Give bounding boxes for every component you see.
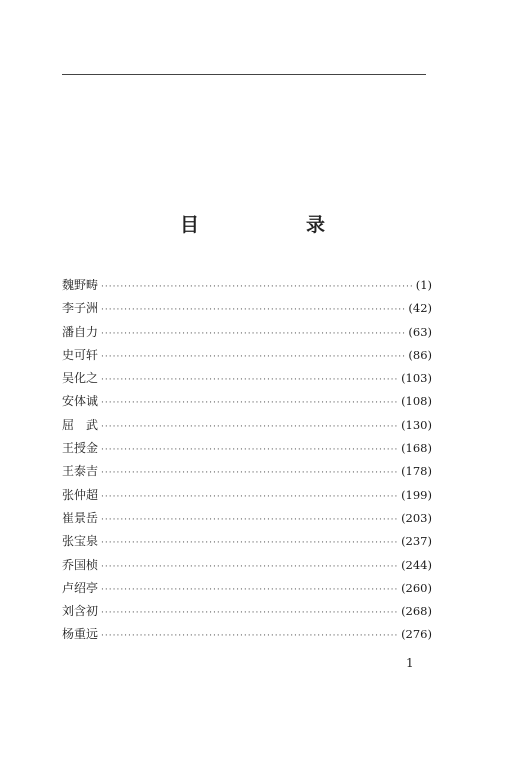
dot-leader: [101, 439, 398, 462]
toc-entry-page: (276): [401, 627, 432, 642]
toc-entry-name: 潘自力: [62, 324, 99, 339]
toc-entry: [62, 530, 432, 553]
toc-entry: [62, 437, 432, 460]
toc-entry-name: 乔国桢: [62, 557, 99, 572]
toc-entry-name: 史可轩: [62, 347, 99, 362]
toc-entry-name: 吴化之: [62, 371, 99, 386]
toc-entry-name: 张仲超: [62, 487, 99, 502]
toc-entry-name: 王授金: [62, 441, 99, 456]
toc-entry: [62, 484, 432, 507]
toc-entry-page: (63): [408, 324, 432, 339]
toc-entry: [62, 554, 432, 577]
toc-entry-name: 张宝泉: [62, 534, 99, 549]
toc-entry-name: 杨重远: [62, 627, 99, 642]
toc-entry-name: 卢绍亭: [62, 580, 99, 595]
toc-entry-page: (42): [408, 301, 432, 316]
toc-entry-page: (178): [401, 464, 432, 479]
toc-entry: [62, 297, 432, 320]
toc-entry: [62, 344, 432, 367]
toc-entry-page: (1): [415, 278, 432, 292]
toc-entry-name: 屈 武: [62, 417, 99, 432]
toc-entry: [62, 623, 432, 646]
page-title: 目 录: [179, 214, 369, 236]
toc-entry-name: 安体诚: [62, 394, 99, 409]
toc-entry-name: 魏野畴: [62, 278, 99, 292]
toc-entry-page: (260): [401, 580, 432, 595]
dot-leader: [101, 392, 398, 415]
toc-entry-page: (130): [401, 417, 432, 432]
dot-leader: [101, 509, 398, 532]
toc-entry: [62, 274, 432, 297]
toc-entry: [62, 414, 432, 437]
dot-leader: [101, 346, 405, 369]
toc-entry: [62, 460, 432, 483]
dot-leader: [101, 579, 398, 602]
dot-leader: [101, 416, 398, 439]
dot-leader: [101, 532, 398, 555]
toc-entry-page: (199): [401, 487, 432, 502]
toc-entry-page: (168): [401, 441, 432, 456]
dot-leader: [101, 625, 398, 648]
toc-entry-page: (237): [401, 534, 432, 549]
toc-entry: [62, 321, 432, 344]
toc-entry-page: (203): [401, 510, 432, 525]
toc-entry-page: (86): [408, 347, 432, 362]
toc-entry-page: (268): [401, 604, 432, 619]
toc-entry: [62, 600, 432, 623]
toc-entry-page: (103): [401, 371, 432, 386]
dot-leader: [101, 276, 413, 299]
toc-entry-page: (244): [401, 557, 432, 572]
toc-entry: [62, 507, 432, 530]
toc-entry: [62, 390, 432, 413]
toc-entry-page: (108): [401, 394, 432, 409]
page-number: 1: [406, 656, 414, 670]
dot-leader: [101, 369, 398, 392]
dot-leader: [101, 462, 398, 485]
header-rule: [62, 74, 426, 75]
dot-leader: [101, 486, 398, 509]
dot-leader: [101, 602, 398, 625]
dot-leader: [101, 556, 398, 579]
table-of-contents: [62, 274, 432, 647]
toc-entry-name: 王泰吉: [62, 464, 99, 479]
toc-entry-name: 刘含初: [62, 604, 99, 619]
toc-entry: [62, 367, 432, 390]
dot-leader: [101, 299, 405, 322]
toc-entry-name: 崔景岳: [62, 510, 99, 525]
toc-entry: [62, 577, 432, 600]
dot-leader: [101, 323, 405, 346]
toc-entry-name: 李子洲: [62, 301, 99, 316]
